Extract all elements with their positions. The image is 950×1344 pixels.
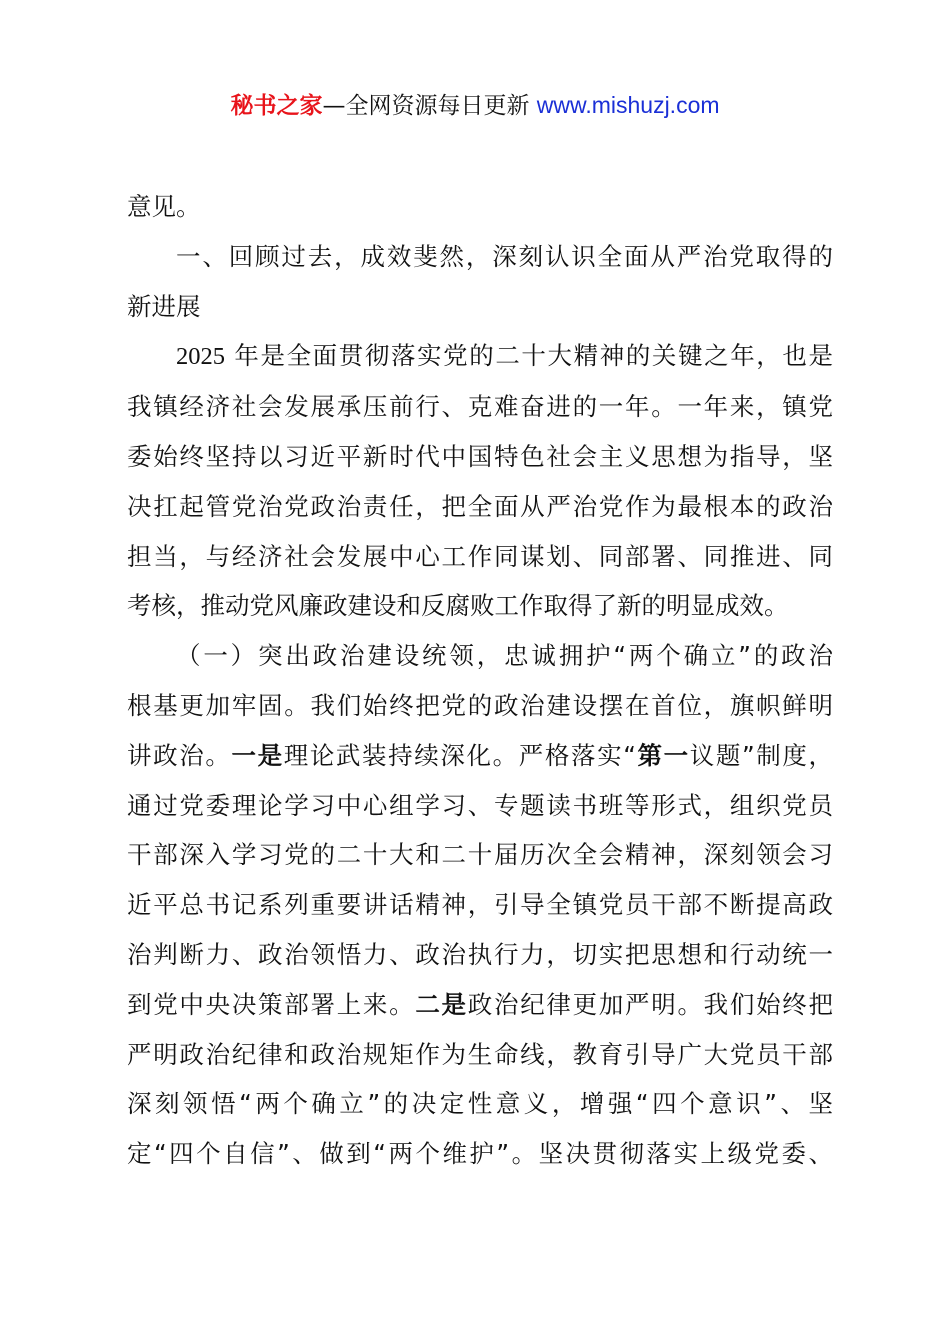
paragraph-2-line-7: 治判断力、政治领悟力、政治执行力，切实把思想和行动统一 xyxy=(127,939,833,969)
text-line: 意见。 xyxy=(127,192,201,221)
page-header xyxy=(0,88,950,123)
bold-first-topic: 第一 xyxy=(635,740,690,770)
paragraph-2-line-2: 根基更加牢固。我们始终把党的政治建设摆在首位，旗帜鲜明 xyxy=(127,690,833,720)
paragraph-2-line-10: 深刻领悟“两个确立”的决定性意义，增强“四个意识”、坚 xyxy=(127,1089,833,1119)
item-marker-two: 二是 xyxy=(415,989,468,1019)
paragraph-1-line-5: 担当，与经济社会发展中心工作同谋划、同部署、同推进、同 xyxy=(127,541,833,571)
paragraph-2-line-4: 通过党委理论学习中心组学习、专题读书班等形式，组织党员 xyxy=(127,790,833,820)
paragraph-2-line-3-c: 理论武装持续深化。严格落实“ xyxy=(283,740,636,770)
item-marker-one: 一是 xyxy=(231,740,284,770)
section-heading-line-2: 新进展 xyxy=(127,291,201,321)
paragraph-2-line-3 xyxy=(127,731,833,781)
paragraph-1-line-2: 我镇经济社会发展承压前行、克难奋进的一年。一年来，镇党 xyxy=(127,392,833,422)
paragraph-1-line-1-text: 年是全面贯彻落实党的二十大精神的关键之年，也是 xyxy=(225,341,833,371)
paragraph-1-line-4: 决扛起管党治党政治责任，把全面从严治党作为最根本的政治 xyxy=(127,491,833,521)
site-url[interactable]: www.mishuzj.com xyxy=(536,92,720,118)
paragraph-2-line-3-a: 讲政治。 xyxy=(127,740,232,770)
paragraph-2-line-3-e: 议题”制度， xyxy=(689,740,833,770)
paragraph-2-line-11: 定“四个自信”、做到“两个维护”。坚决贯彻落实上级党委、 xyxy=(127,1139,833,1169)
paragraph-2-line-8 xyxy=(127,980,833,1030)
paragraph-2-line-1: （一）突出政治建设统领，忠诚拥护“两个确立”的政治 xyxy=(176,641,833,671)
year-number: 2025 xyxy=(176,343,225,371)
paragraph-2-line-6: 近平总书记系列重要讲话精神，引导全镇党员干部不断提高政 xyxy=(127,890,833,920)
paragraph-2-line-8-c: 政治纪律更加严明。我们始终把 xyxy=(467,989,834,1019)
paragraph-2-line-9: 严明政治纪律和政治规矩作为生命线，教育引导广大党员干部 xyxy=(127,1039,833,1069)
section-heading-line-1: 一、回顾过去，成效斐然，深刻认识全面从严治党取得的 xyxy=(176,241,833,271)
paragraph-2-line-8-a: 到党中央决策部署上来。 xyxy=(127,989,416,1019)
paragraph-1-line-6: 考核，推动党风廉政建设和反腐败工作取得了新的明显成效。 xyxy=(127,591,789,621)
paragraph-1-line-1 xyxy=(127,331,833,382)
header-slogan: —全网资源每日更新 xyxy=(322,93,530,119)
brand-name: 秘书之家 xyxy=(230,93,323,119)
paragraph-1-line-3: 委始终坚持以习近平新时代中国特色社会主义思想为指导，坚 xyxy=(127,441,833,471)
document-body xyxy=(127,182,833,1179)
paragraph-2-line-5: 干部深入学习党的二十大和二十届历次全会精神，深刻领会习 xyxy=(127,840,833,870)
